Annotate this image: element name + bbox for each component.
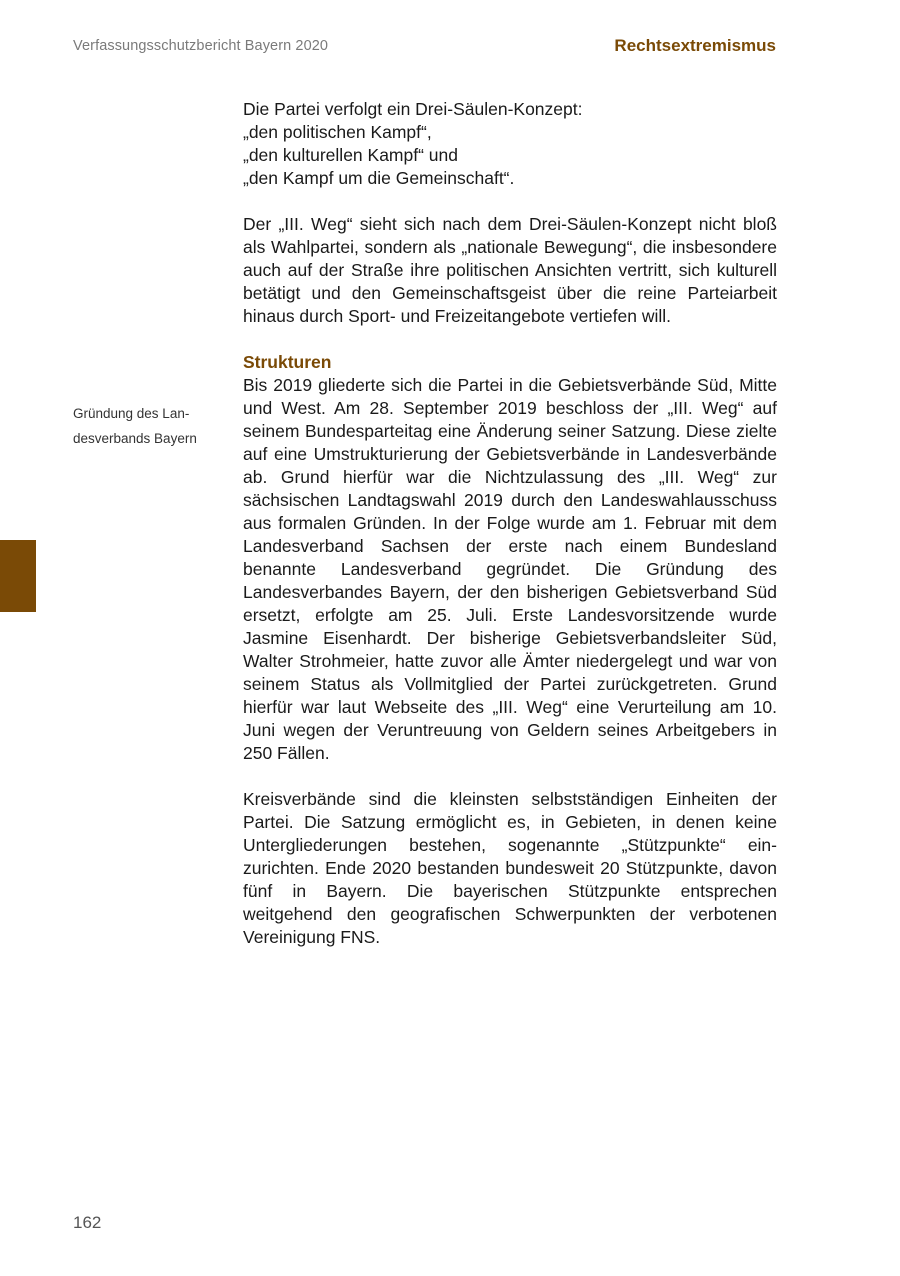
paragraph-three-pillars: Der „III. Weg“ sieht sich nach dem Drei-Säulen-Konzept nicht bloß als Wahlpartei, sondern als „nationale Bewegung“, die insbesondere auch auf der Straße ihre politischen Ansichten vertritt, sich kulturell betätigt und den Gemeinschaftsgeist über die reine Parteiarbeit hinaus durch Sport- und Freizeitangebote vertiefen will. [243, 214, 777, 326]
intro-line: „den kulturellen Kampf“ und [243, 145, 458, 165]
page-number: 162 [73, 1213, 102, 1232]
intro-list [243, 98, 777, 190]
paragraph-structures: Bis 2019 gliederte sich die Partei in die Gebietsverbände Süd, Mitte und West. Am 28. September 2019 beschloss der „III. Weg“ auf seinem Bundesparteitag eine Änderung seiner Satzung. Diese zielte auf eine Umstrukturierung der Gebietsverbände in Landesverbände ab. Grund hierfür war die Nichtzulassung des „III. Weg“ zur sächsischen Landtagswahl 2019 durch den Landeswahlausschuss aus formalen Gründen. In der Folge wurde am 1. Februar mit dem Landesverband Sachsen der erste nach einem Bundesland benannte Landesverband gegründet. Die Gründung des Landesverbandes Bayern, der den bisherigen Gebietsverband Süd ersetzt, erfolgte am 25. Juli. Erste Landesvorsitzende wurde Jasmine Eisenhardt. Der bisherige Gebietsverbandsleiter Süd, Walter Strohmeier, hatte zuvor alle Ämter niedergelegt und war von seinem Status als Vollmitglied der Partei zurückgetreten. Grund hierfür war laut Webseite des „III. Weg“ eine Verurteilung am 10. Juni wegen der Veruntreuung von Geldern seines Arbeitgebers in 250 Fällen. [243, 375, 777, 763]
margin-note-line-2: desverbands Bayern [73, 431, 197, 446]
chapter-tab-marker [0, 540, 36, 612]
running-header-section: Rechtsextremismus [614, 36, 776, 55]
margin-note [73, 401, 223, 451]
intro-line: „den Kampf um die Gemeinschaft“. [243, 168, 515, 188]
intro-line: „den politischen Kampf“, [243, 122, 432, 142]
intro-line: Die Partei verfolgt ein Drei-Säulen-Konzept: [243, 99, 583, 119]
margin-note-line-1: Gründung des Lan- [73, 406, 190, 421]
section-heading-strukturen: Strukturen [243, 352, 332, 372]
running-header-title: Verfassungsschutzbericht Bayern 2020 [73, 38, 329, 54]
main-text-column [243, 98, 777, 949]
paragraph-district-associations: Kreisverbände sind die kleinsten selbstständigen Einheiten der Partei. Die Satzung ermöglicht es, in Gebieten, in denen keine Untergliederungen bestehen, sogenannte „Stützpunkte“ einzurichten. Ende 2020 bestanden bundesweit 20 Stützpunkte, davon fünf in Bayern. Die bayerischen Stützpunkte entsprechen weitgehend den geografischen Schwerpunkten der verbotenen Vereinigung FNS. [243, 789, 777, 947]
